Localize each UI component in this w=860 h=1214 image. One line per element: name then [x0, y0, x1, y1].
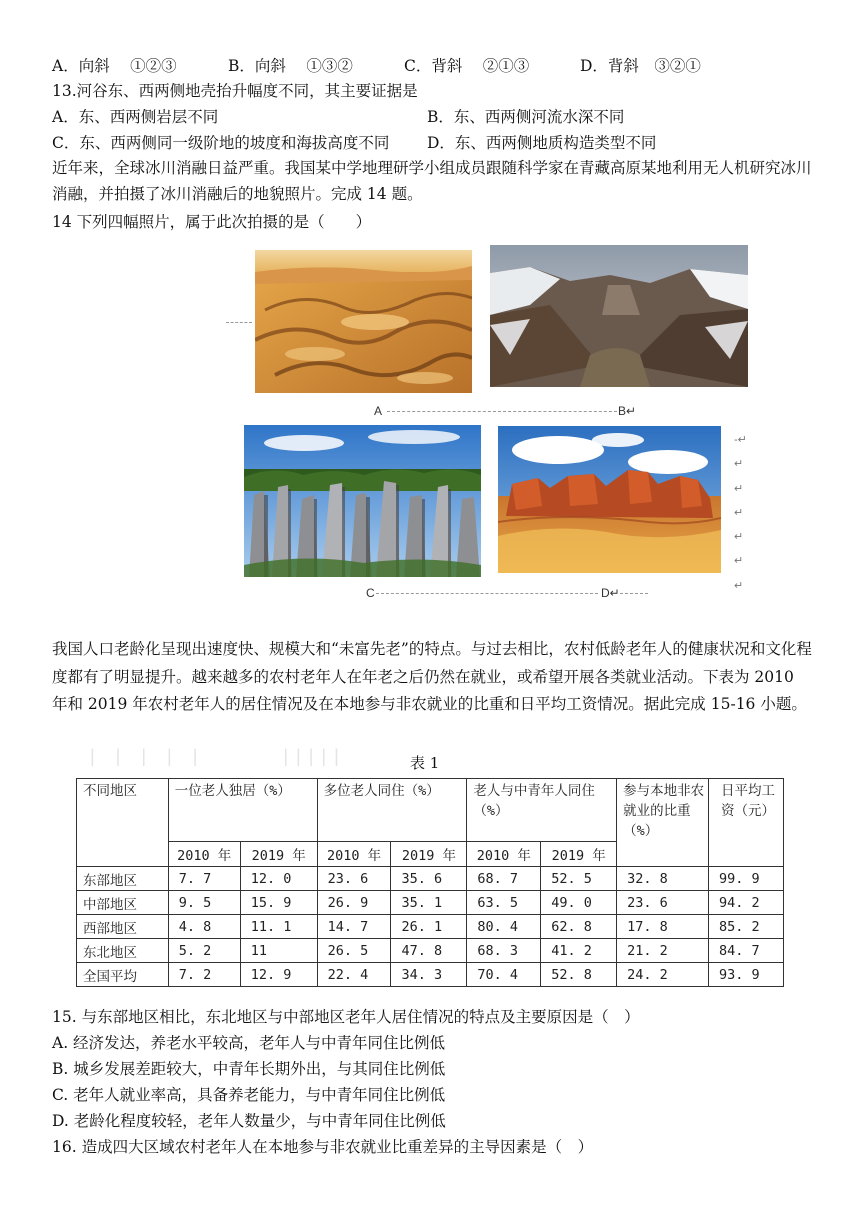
q15-option-c[interactable]: C. 老年人就业率高，具备养老能力，与中青年同住比例低: [52, 1086, 446, 1104]
year-cell: 2019 年: [391, 842, 467, 867]
value-cell: 14. 7: [317, 915, 391, 939]
photo-d-right-rule: [620, 593, 648, 594]
q15-intro: 我国人口老龄化呈现出速度快、规模大和“未富先老”的特点。与过去相比，农村低龄老年人的健康状况和文化程度都有了明显提升。越来越多的农村老年人在年老之后仍然在就业，或希望开展各类就业活动。下表为 2010 年和 2019 年农村老年人的居住情况及在本地参与非农就业的比重和日平均工资情况。据此完成 15-16 小题。: [52, 640, 812, 713]
q14-intro: 近年来，全球冰川消融日益严重。我国某中学地理研学小组成员跟随科学家在青藏高原某地利用无人机研究冰川消融，并拍摄了冰川消融后的地貌照片。完成 14 题。: [52, 159, 812, 203]
photo-a-label: A: [374, 404, 383, 418]
value-cell: 23. 6: [617, 891, 709, 915]
value-cell: 9. 5: [168, 891, 240, 915]
value-cell: 22. 4: [317, 963, 391, 987]
photo-c-label: C: [366, 586, 375, 600]
photo-b[interactable]: [490, 245, 748, 387]
table-row: [77, 891, 784, 915]
value-cell: 26. 5: [317, 939, 391, 963]
table-row: [77, 939, 784, 963]
value-cell: 11: [240, 939, 317, 963]
paragraph-marks: -↵ ↵ ↵ ↵ ↵ ↵ ↵: [734, 434, 747, 592]
photo-cd-dashed-rule: [376, 593, 598, 594]
q13-stem: 13.河谷东、西两侧地壳抬升幅度不同，其主要证据是: [52, 82, 418, 100]
region-cell: 西部地区: [77, 915, 169, 939]
value-cell: 32. 8: [617, 867, 709, 891]
value-cell: 70. 4: [467, 963, 541, 987]
glacial-valley-photo: [490, 245, 748, 387]
value-cell: 7. 7: [168, 867, 240, 891]
region-cell: 全国平均: [77, 963, 169, 987]
photo-d[interactable]: [498, 426, 721, 573]
value-cell: 17. 8: [617, 915, 709, 939]
value-cell: 68. 7: [467, 867, 541, 891]
year-cell: 2010 年: [168, 842, 240, 867]
value-cell: 52. 5: [541, 867, 617, 891]
value-cell: 24. 2: [617, 963, 709, 987]
value-cell: 12. 9: [240, 963, 317, 987]
region-cell: 中部地区: [77, 891, 169, 915]
header-multi: 多位老人同住（%）: [317, 779, 467, 842]
photo-a-left-rule: [226, 322, 252, 323]
photo-d-label: D↵: [601, 586, 620, 600]
header-wage: 日平均工 资（元）: [709, 779, 784, 867]
value-cell: 11. 1: [240, 915, 317, 939]
rural-elderly-table: [76, 778, 789, 987]
table-row: [77, 963, 784, 987]
region-cell: 东北地区: [77, 939, 169, 963]
value-cell: 80. 4: [467, 915, 541, 939]
year-cell: 2010 年: [467, 842, 541, 867]
q13-option-d[interactable]: D．东、西两侧地质构造类型不同: [427, 134, 657, 152]
q16-stem: 16. 造成四大区域农村老年人在本地参与非农就业比重差异的主导因素是（ ）: [52, 1138, 594, 1156]
q13-option-c[interactable]: C．东、西两侧同一级阶地的坡度和海拔高度不同: [52, 134, 390, 152]
value-cell: 35. 6: [391, 867, 467, 891]
q15-option-b[interactable]: B. 城乡发展差距较大，中青年长期外出，与其同住比例低: [52, 1060, 446, 1078]
value-cell: 23. 6: [317, 867, 391, 891]
value-cell: 62. 8: [541, 915, 617, 939]
value-cell: 35. 1: [391, 891, 467, 915]
value-cell: 5. 2: [168, 939, 240, 963]
q12-option-a[interactable]: A．向斜 ①②③: [52, 57, 177, 75]
stone-forest-photo: [244, 425, 481, 577]
value-cell: 94. 2: [709, 891, 784, 915]
header-with-young: 老人与中青年人同住（%）: [467, 779, 617, 842]
header-region: 不同地区: [77, 779, 169, 867]
value-cell: 4. 8: [168, 915, 240, 939]
value-cell: 47. 8: [391, 939, 467, 963]
q12-option-b[interactable]: B．向斜 ①③②: [228, 57, 353, 75]
value-cell: 26. 9: [317, 891, 391, 915]
value-cell: 68. 3: [467, 939, 541, 963]
value-cell: 34. 3: [391, 963, 467, 987]
q15-stem: 15. 与东部地区相比，东北地区与中部地区老年人居住情况的特点及主要原因是（ ）: [52, 1008, 640, 1026]
q13-option-b[interactable]: B．东、西两侧河流水深不同: [427, 108, 625, 126]
value-cell: 63. 5: [467, 891, 541, 915]
value-cell: 15. 9: [240, 891, 317, 915]
photo-b-label: B↵: [618, 404, 637, 418]
desert-dunes-photo: [255, 250, 472, 393]
value-cell: 41. 2: [541, 939, 617, 963]
value-cell: 26. 1: [391, 915, 467, 939]
q13-options-cd: [52, 132, 657, 154]
value-cell: 85. 2: [709, 915, 784, 939]
q12-option-c[interactable]: C．背斜 ②①③: [404, 57, 530, 75]
year-cell: 2010 年: [317, 842, 391, 867]
header-nonfarm: 参与本地非农就业的比重（%）: [617, 779, 709, 867]
year-cell: 2019 年: [541, 842, 617, 867]
photo-a[interactable]: [255, 250, 472, 393]
year-cell: 2019 年: [240, 842, 317, 867]
q13-option-a[interactable]: A．东、西两侧岩层不同: [52, 108, 219, 126]
value-cell: 84. 7: [709, 939, 784, 963]
bleed-through-marks: | | | | | |||||: [90, 746, 347, 766]
q15-option-d[interactable]: D. 老龄化程度较轻，老年人数量少，与中青年同住比例低: [52, 1112, 446, 1130]
value-cell: 21. 2: [617, 939, 709, 963]
value-cell: 7. 2: [168, 963, 240, 987]
value-cell: 49. 0: [541, 891, 617, 915]
danxia-landform-photo: [498, 426, 721, 573]
value-cell: 99. 9: [709, 867, 784, 891]
value-cell: 52. 8: [541, 963, 617, 987]
q14-stem: 14 下列四幅照片，属于此次拍摄的是（ ）: [52, 213, 372, 231]
q12-options: [52, 55, 701, 77]
q12-option-d[interactable]: D．背斜 ③②①: [580, 57, 701, 75]
photo-ab-dashed-rule: [387, 411, 617, 412]
q15-option-a[interactable]: A. 经济发达，养老水平较高，老年人与中青年同住比例低: [52, 1034, 446, 1052]
photo-c[interactable]: [244, 425, 481, 577]
region-cell: 东部地区: [77, 867, 169, 891]
value-cell: 93. 9: [709, 963, 784, 987]
header-alone: 一位老人独居（%）: [168, 779, 317, 842]
q13-options-ab: [52, 106, 625, 128]
table-row: [77, 867, 784, 891]
table-caption: 表 1: [410, 754, 440, 772]
value-cell: 12. 0: [240, 867, 317, 891]
table-row: [77, 915, 784, 939]
